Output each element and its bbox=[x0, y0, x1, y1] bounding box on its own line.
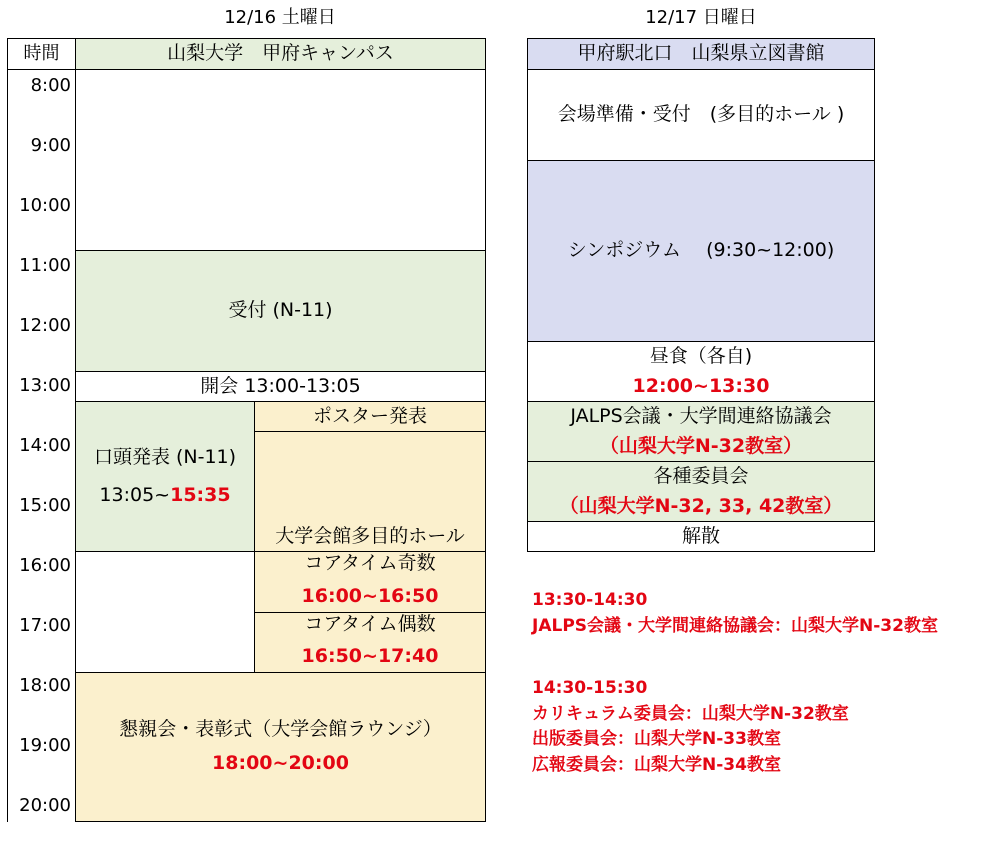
day1-empty-morning bbox=[75, 69, 486, 251]
note-time: 13:30-14:30 bbox=[532, 590, 648, 610]
opening-block bbox=[75, 371, 486, 402]
time-label: 11:00 bbox=[19, 255, 71, 276]
time-label: 16:00 bbox=[19, 555, 71, 576]
jalps-title: JALPS会議・大学間連絡協議会 bbox=[570, 404, 832, 427]
oral-time-start: 13:05~ bbox=[99, 483, 171, 506]
core-even-title: コアタイム偶数 bbox=[304, 613, 436, 635]
symposium-label: シンポジウム (9:30~12:00) bbox=[567, 239, 835, 262]
day1-empty-core bbox=[75, 551, 255, 673]
day2-header: 12/17 日曜日 bbox=[645, 7, 757, 28]
time-label: 8:00 bbox=[30, 75, 71, 96]
day1-header: 12/16 土曜日 bbox=[224, 7, 336, 28]
banquet-time: 18:00~20:00 bbox=[212, 752, 349, 774]
lunch-title: 昼食（各自) bbox=[649, 344, 753, 367]
setup-block bbox=[527, 69, 875, 161]
lunch-block bbox=[527, 341, 875, 402]
time-label: 19:00 bbox=[19, 735, 71, 756]
lunch-time: 12:00~13:30 bbox=[632, 374, 770, 397]
poster-title-block bbox=[254, 401, 486, 432]
core-odd-time: 16:00~16:50 bbox=[301, 585, 439, 608]
dismissal-label: 解散 bbox=[681, 524, 720, 547]
core-even-time: 16:50~17:40 bbox=[301, 645, 439, 668]
reception-label: 受付 (N-11) bbox=[228, 299, 333, 322]
notes-block-2 bbox=[532, 676, 849, 778]
dismissal-block bbox=[527, 521, 875, 552]
jalps-room: （山梨大学N-32教室） bbox=[599, 434, 803, 457]
symposium-block bbox=[527, 160, 875, 342]
time-column bbox=[7, 69, 76, 822]
oral-presentation-block bbox=[75, 401, 255, 552]
notes-block-1 bbox=[532, 588, 938, 639]
time-label: 20:00 bbox=[19, 795, 71, 816]
day2-venue: 甲府駅北口 山梨県立図書館 bbox=[527, 38, 875, 70]
time-label: 18:00 bbox=[19, 675, 71, 696]
time-label: 15:00 bbox=[19, 495, 71, 516]
committee-title: 各種委員会 bbox=[653, 464, 749, 487]
core-odd-title: コアタイム奇数 bbox=[304, 552, 436, 574]
jalps-meeting-block bbox=[527, 401, 875, 462]
oral-title: 口頭発表 (N-11) bbox=[93, 445, 237, 468]
core-time-even-block bbox=[254, 612, 486, 673]
committee-block bbox=[527, 461, 875, 522]
core-time-odd-block bbox=[254, 551, 486, 613]
reception-block bbox=[75, 250, 486, 372]
time-label: 17:00 bbox=[19, 615, 71, 636]
committee-room: （山梨大学N-32, 33, 42教室） bbox=[559, 494, 843, 517]
time-label: 13:00 bbox=[19, 375, 71, 396]
poster-venue-block bbox=[254, 431, 486, 552]
time-label: 10:00 bbox=[19, 195, 71, 216]
time-label: 12:00 bbox=[19, 315, 71, 336]
setup-label: 会場準備・受付 (多目的ホール ) bbox=[557, 103, 845, 126]
banquet-block bbox=[75, 672, 486, 822]
note-line: 出版委員会：山梨大学N-33教室 bbox=[532, 729, 781, 749]
oral-time-end: 15:35 bbox=[170, 483, 231, 506]
day1-venue: 山梨大学 甲府キャンパス bbox=[75, 38, 486, 70]
time-column-label: 時間 bbox=[7, 38, 76, 70]
note-line: カリキュラム委員会：山梨大学N-32教室 bbox=[532, 703, 849, 724]
banquet-title: 懇親会・表彰式（大学会館ラウンジ） bbox=[119, 718, 442, 741]
time-label: 14:00 bbox=[19, 435, 71, 456]
note-line: 広報委員会：山梨大学N-34教室 bbox=[532, 754, 781, 775]
poster-title: ポスター発表 bbox=[312, 404, 427, 427]
time-label: 9:00 bbox=[30, 135, 71, 156]
note-line: JALPS会議・大学間連絡協議会：山梨大学N-32教室 bbox=[532, 615, 938, 636]
note-time: 14:30-15:30 bbox=[532, 678, 648, 698]
oral-time bbox=[99, 484, 230, 508]
poster-venue: 大学会館多目的ホール bbox=[275, 525, 465, 548]
opening-label: 開会 13:00-13:05 bbox=[200, 374, 361, 397]
